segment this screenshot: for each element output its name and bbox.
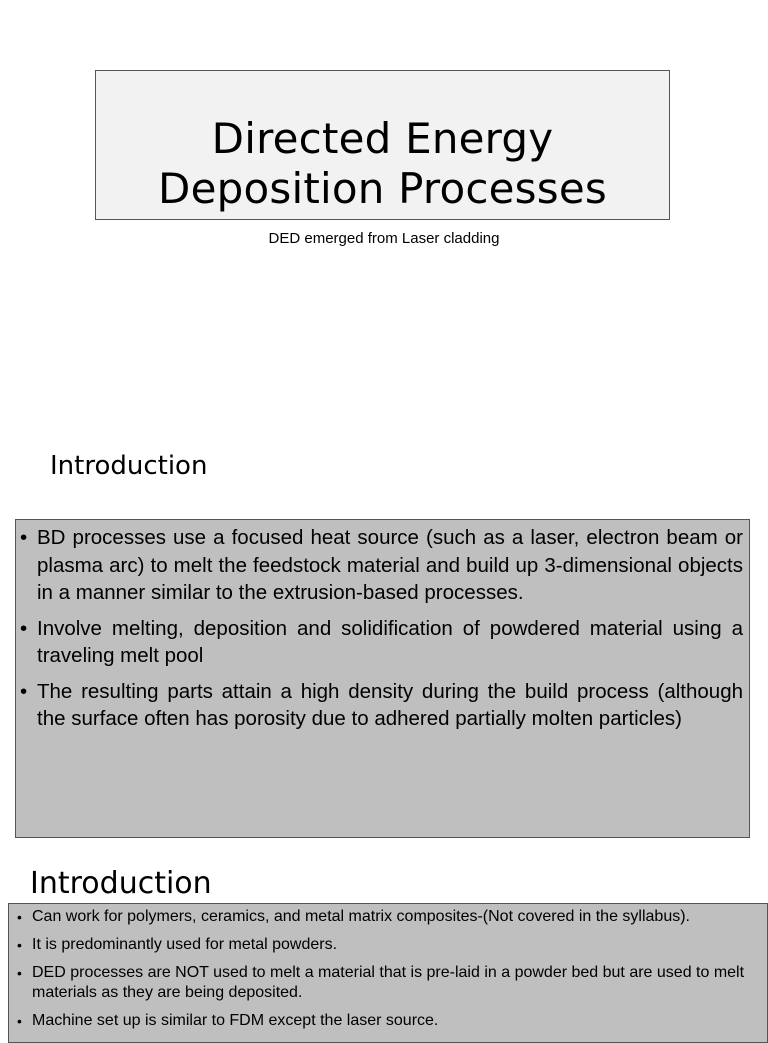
list-item: • Machine set up is similar to FDM except the laser source. <box>17 1012 439 1029</box>
slide-subtitle: DED emerged from Laser cladding <box>268 230 500 247</box>
list-item: • Can work for polymers, ceramics, and metal matrix composites-(Not covered in the syllabus). <box>17 908 690 925</box>
intro-bullet-box-2 <box>8 903 768 1043</box>
bullet-icon: • <box>17 1013 22 1029</box>
bullet-icon: • <box>17 965 22 981</box>
intro-bullet-box <box>15 519 750 838</box>
bullet-list <box>13 907 763 1031</box>
slide-title: Directed Energy Deposition Processes <box>158 114 607 213</box>
bullet-list <box>20 524 743 733</box>
list-item: • It is predominantly used for metal powders. <box>17 936 338 953</box>
list-item: • DED processes are NOT used to melt a material that is pre-laid in a powder bed but are used to melt materials as they are being deposited. <box>17 964 745 1001</box>
bullet-icon: • <box>17 909 22 925</box>
list-item: • BD processes use a focused heat source (such as a laser, electron beam or plasma arc) to melt the feedstock material and build up 3-dimensional objects in a manner similar to the extrusion-based processes. <box>20 526 743 604</box>
section-heading-introduction-2: Introduction <box>30 866 212 901</box>
bullet-icon: • <box>20 616 28 640</box>
list-item: • The resulting parts attain a high density during the build process (although the surface often has porosity due to adhered partially molten particles) <box>20 679 743 730</box>
title-box <box>95 70 670 220</box>
list-item: • Involve melting, deposition and solidification of powdered material using a traveling melt pool <box>20 616 743 667</box>
bullet-icon: • <box>20 679 28 703</box>
section-heading-introduction: Introduction <box>50 451 208 481</box>
bullet-icon: • <box>17 937 22 953</box>
bullet-icon: • <box>20 526 28 549</box>
